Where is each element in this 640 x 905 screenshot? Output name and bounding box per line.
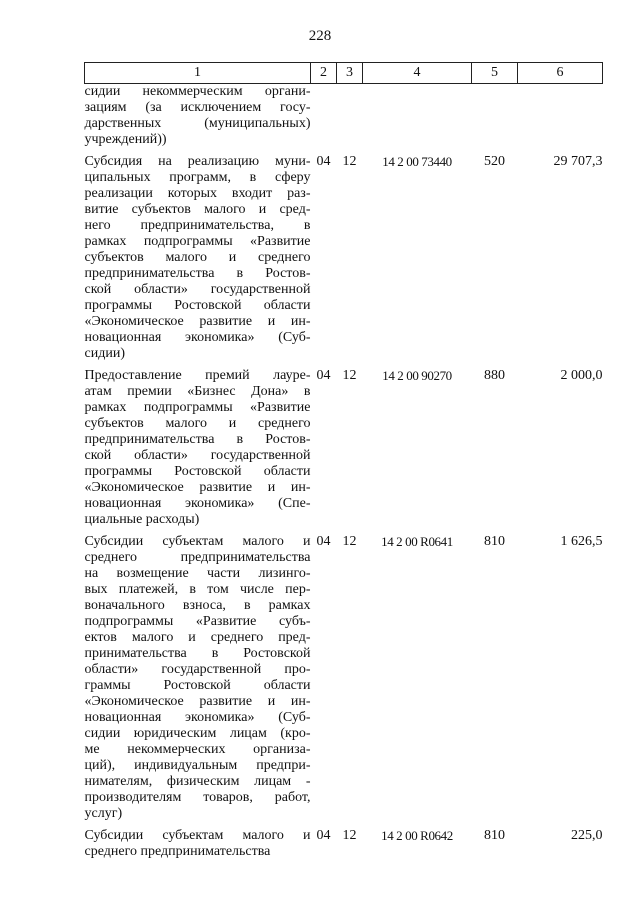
description-line: новационная экономика» (Спе- bbox=[84, 496, 311, 511]
description-line: среднего предпринимательства bbox=[84, 550, 311, 565]
expense-type-code: 810 bbox=[484, 828, 505, 843]
description-line: нимателям, физическим лицам - bbox=[84, 774, 311, 789]
amount: 1 626,5 bbox=[560, 534, 603, 549]
description-line: сидии юридическим лицам (кро- bbox=[84, 726, 311, 741]
description-line: граммы Ростовской области bbox=[84, 678, 311, 693]
description-line: Субсидии субъектам малого и bbox=[84, 828, 311, 843]
description-line: витие субъектов малого и сред- bbox=[84, 202, 311, 217]
table-row-continuation bbox=[85, 84, 603, 149]
description-line: Субсидия на реализацию муни- bbox=[84, 154, 311, 169]
expense-type-code: 520 bbox=[484, 154, 505, 169]
description-line: реализации которых входит раз- bbox=[84, 186, 311, 201]
header-col-6: 6 bbox=[518, 63, 603, 84]
header-col-2: 2 bbox=[311, 63, 337, 84]
description-line: программы Ростовской области bbox=[84, 464, 311, 479]
section-code: 04 bbox=[316, 828, 331, 843]
description-line: «Экономическое развитие и ин- bbox=[84, 314, 311, 329]
description-line: услуг) bbox=[84, 806, 123, 821]
description-line: программы Ростовской области bbox=[84, 298, 311, 313]
table-row bbox=[85, 534, 603, 822]
description-line: субъектов малого и среднего bbox=[84, 416, 311, 431]
subsection-code: 12 bbox=[342, 368, 357, 383]
table-header bbox=[85, 63, 603, 84]
amount: 2 000,0 bbox=[560, 368, 603, 383]
description-line: зациям (за исключением госу- bbox=[84, 100, 311, 115]
subsection-code: 12 bbox=[342, 534, 357, 549]
header-col-3: 3 bbox=[337, 63, 363, 84]
description-line: воначального взноса, в рамках bbox=[84, 598, 311, 613]
amount: 225,0 bbox=[571, 828, 603, 843]
description-line: дарственных (муниципальных) bbox=[84, 116, 311, 131]
description-line: принимательства в Ростовской bbox=[84, 646, 311, 661]
description-line: подпрограммы «Развитие субъ- bbox=[84, 614, 311, 629]
budget-table bbox=[84, 62, 603, 860]
description-line: предпринимательства в Ростов- bbox=[84, 432, 311, 447]
description-line: ций), индивидуальным предпри- bbox=[84, 758, 311, 773]
description-line: сидии некоммерческим органи- bbox=[84, 84, 311, 99]
description-line: ектов малого и среднего пред- bbox=[84, 630, 311, 645]
expense-type-code: 810 bbox=[484, 534, 505, 549]
description-line: новационная экономика» (Суб- bbox=[84, 710, 311, 725]
target-article-code: 14 2 00 R0641 bbox=[381, 534, 453, 549]
section-code: 04 bbox=[316, 154, 331, 169]
description-line: предпринимательства в Ростов- bbox=[84, 266, 311, 281]
row-description bbox=[85, 534, 311, 822]
row-description bbox=[85, 828, 311, 860]
description-line: учреждений)) bbox=[84, 132, 167, 147]
description-line: субъектов малого и среднего bbox=[84, 250, 311, 265]
target-article-code: 14 2 00 R0642 bbox=[381, 828, 453, 843]
description-line: сидии) bbox=[84, 346, 125, 361]
description-line: «Экономическое развитие и ин- bbox=[84, 480, 311, 495]
description-line: ме некоммерческих организа- bbox=[84, 742, 311, 757]
section-code: 04 bbox=[316, 368, 331, 383]
target-article-code: 14 2 00 73440 bbox=[382, 154, 452, 169]
subsection-code: 12 bbox=[342, 828, 357, 843]
section-code: 04 bbox=[316, 534, 331, 549]
description-line: области» государственной про- bbox=[84, 662, 311, 677]
description-line: него предпринимательства, в bbox=[84, 218, 311, 233]
description-line: циальные расходы) bbox=[84, 512, 200, 527]
header-col-4: 4 bbox=[363, 63, 472, 84]
description-line: вых платежей, в том числе пер- bbox=[84, 582, 311, 597]
description-line: «Экономическое развитие и ин- bbox=[84, 694, 311, 709]
row-description bbox=[85, 84, 311, 149]
description-line: рамках подпрограммы «Развитие bbox=[84, 400, 311, 415]
description-line: производителям товаров, работ, bbox=[84, 790, 311, 805]
table-row bbox=[85, 828, 603, 860]
description-line: ской области» государственной bbox=[84, 282, 311, 297]
table-row bbox=[85, 368, 603, 528]
description-line: ской области» государственной bbox=[84, 448, 311, 463]
header-col-5: 5 bbox=[472, 63, 518, 84]
row-description bbox=[85, 154, 311, 362]
description-line: атам премии «Бизнес Дона» в bbox=[84, 384, 311, 399]
expense-type-code: 880 bbox=[484, 368, 505, 383]
page-number: 228 bbox=[308, 28, 332, 44]
table-row bbox=[85, 154, 603, 362]
description-line: новационная экономика» (Суб- bbox=[84, 330, 311, 345]
row-description bbox=[85, 368, 311, 528]
description-line: среднего предпринимательства bbox=[84, 844, 271, 859]
description-line: ципальных программ, в сферу bbox=[84, 170, 311, 185]
description-line: Предоставление премий лауре- bbox=[84, 368, 311, 383]
description-line: на возмещение части лизинго- bbox=[84, 566, 311, 581]
amount: 29 707,3 bbox=[553, 154, 603, 169]
target-article-code: 14 2 00 90270 bbox=[382, 368, 452, 383]
description-line: Субсидии субъектам малого и bbox=[84, 534, 311, 549]
description-line: рамках подпрограммы «Развитие bbox=[84, 234, 311, 249]
header-col-1: 1 bbox=[85, 63, 311, 84]
subsection-code: 12 bbox=[342, 154, 357, 169]
